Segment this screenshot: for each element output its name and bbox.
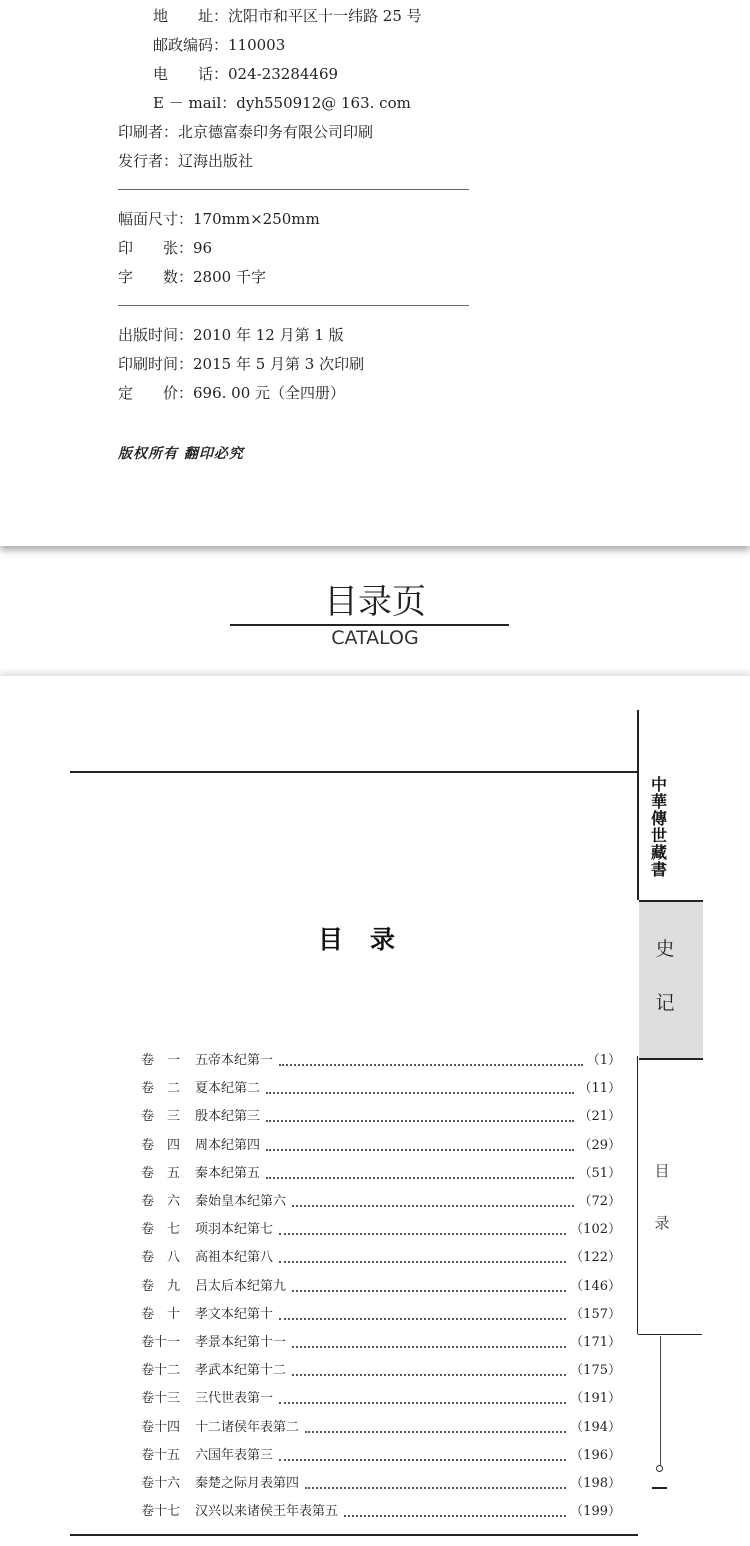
publisher-line: 发行者：辽海出版社	[118, 152, 254, 170]
format-line: 幅面尺寸：170mm×250mm	[118, 210, 320, 228]
toc-entry	[141, 1220, 621, 1240]
toc-heading: 目录	[318, 925, 423, 954]
side-rule	[637, 1056, 638, 1334]
toc-leader	[292, 1374, 566, 1376]
toc-leader	[305, 1487, 566, 1489]
toc-entry	[141, 1248, 621, 1268]
toc-volume: 卷十六	[141, 1476, 181, 1491]
toc-volume: 卷 五	[141, 1165, 181, 1181]
toc-leader	[292, 1205, 574, 1207]
toc-volume: 卷 七	[141, 1222, 181, 1238]
toc-leader	[279, 1318, 566, 1320]
toc-page-number: （191）	[570, 1391, 621, 1407]
toc-page-number: （157）	[570, 1306, 621, 1322]
section-char: 目	[654, 1162, 670, 1180]
toc-volume: 卷十四	[141, 1419, 181, 1435]
toc-leader	[279, 1459, 566, 1461]
toc-title: 三代世表第一	[195, 1391, 274, 1407]
toc-leader	[279, 1402, 566, 1404]
toc-entry	[141, 1192, 621, 1212]
catalog-subtitle: CATALOG	[331, 627, 419, 649]
toc-title: 秦楚之际月表第四	[195, 1476, 300, 1491]
toc-title: 项羽本纪第七	[195, 1222, 274, 1238]
toc-page	[0, 676, 750, 1546]
section-char: 录	[654, 1214, 670, 1232]
series-title	[646, 776, 672, 878]
toc-volume: 卷 十	[141, 1306, 181, 1322]
series-char: 書	[650, 860, 667, 879]
catalog-underline	[230, 624, 509, 626]
toc-title: 孝武本纪第十二	[195, 1363, 287, 1379]
toc-title: 吕太后本纪第九	[195, 1278, 287, 1294]
toc-title: 秦始皇本纪第六	[195, 1194, 287, 1209]
toc-page-number: （175）	[570, 1363, 621, 1379]
divider	[118, 189, 469, 190]
circle-ornament	[656, 1465, 663, 1472]
toc-leader	[266, 1177, 574, 1179]
postcode-line: 邮政编码：110003	[153, 36, 286, 54]
toc-volume: 卷 二	[141, 1081, 181, 1097]
toc-entry	[141, 1474, 621, 1494]
toc-title: 十二诸侯年表第二	[195, 1419, 300, 1435]
book-char: 史	[655, 938, 675, 960]
toc-entry	[141, 1333, 621, 1353]
toc-page-number: （11）	[578, 1081, 621, 1097]
sheets-line: 印 张：96	[118, 239, 213, 257]
toc-page-number: （198）	[570, 1476, 621, 1491]
copyright-page	[0, 0, 750, 546]
rights-notice: 版权所有 翻印必究	[118, 446, 244, 462]
toc-title: 夏本纪第二	[195, 1081, 261, 1097]
bottom-rule	[70, 1534, 638, 1536]
dash-ornament	[652, 1487, 667, 1489]
book-title-tab	[639, 900, 703, 1060]
side-rule	[660, 1336, 661, 1466]
book-char: 记	[655, 992, 675, 1014]
address-line: 地 址：沈阳市和平区十一纬路 25 号	[153, 7, 422, 25]
printer-line: 印刷者：北京德富泰印务有限公司印刷	[118, 123, 374, 141]
publish-time-line: 出版时间：2010 年 12 月第 1 版	[118, 326, 344, 344]
divider	[118, 305, 469, 306]
toc-volume: 卷 四	[141, 1137, 181, 1153]
toc-leader	[292, 1346, 566, 1348]
toc-title: 汉兴以来诸侯王年表第五	[195, 1504, 339, 1520]
toc-title: 孝景本纪第十一	[195, 1335, 287, 1350]
side-rule	[637, 710, 639, 900]
series-char: 藏	[650, 843, 667, 862]
series-char: 華	[650, 792, 667, 811]
series-char: 世	[650, 826, 667, 845]
toc-title: 高祖本纪第八	[195, 1250, 274, 1266]
side-rule	[638, 1334, 702, 1335]
toc-page-number: （194）	[570, 1419, 621, 1435]
word-count-line: 字 数：2800 千字	[118, 268, 266, 286]
toc-volume: 卷十一	[141, 1335, 181, 1350]
toc-page-number: （146）	[570, 1278, 621, 1294]
toc-volume: 卷十五	[141, 1447, 181, 1463]
toc-leader	[279, 1261, 566, 1263]
toc-volume: 卷十二	[141, 1363, 181, 1379]
toc-title: 周本纪第四	[195, 1137, 261, 1153]
toc-entry	[141, 1389, 621, 1409]
phone-line: 电 话：024-23284469	[153, 65, 339, 83]
toc-volume: 卷 六	[141, 1194, 181, 1209]
toc-entry	[141, 1079, 621, 1099]
toc-volume: 卷 三	[141, 1109, 181, 1125]
toc-leader	[279, 1233, 566, 1235]
toc-volume: 卷 八	[141, 1250, 181, 1266]
toc-title: 六国年表第三	[195, 1447, 274, 1463]
toc-title: 殷本纪第三	[195, 1109, 261, 1125]
toc-title: 秦本纪第五	[195, 1165, 261, 1181]
toc-entry	[141, 1502, 621, 1522]
toc-title: 五帝本纪第一	[195, 1053, 274, 1068]
toc-page-number: （171）	[570, 1335, 621, 1350]
toc-leader	[279, 1064, 583, 1066]
toc-volume: 卷 九	[141, 1278, 181, 1294]
toc-page-number: （199）	[570, 1504, 621, 1520]
toc-volume: 卷 一	[141, 1053, 181, 1068]
top-rule	[70, 771, 638, 773]
toc-leader	[266, 1092, 574, 1094]
series-char: 傳	[650, 809, 667, 828]
toc-page-number: （122）	[570, 1250, 621, 1266]
toc-leader	[344, 1515, 566, 1517]
catalog-heading	[0, 580, 750, 660]
toc-entry	[141, 1164, 621, 1184]
toc-title: 孝文本纪第十	[195, 1306, 274, 1322]
toc-page-number: （72）	[578, 1194, 621, 1209]
toc-leader	[305, 1431, 566, 1433]
toc-leader	[266, 1149, 574, 1151]
price-line: 定 价：696. 00 元（全四册）	[118, 384, 346, 402]
toc-entry	[141, 1107, 621, 1127]
toc-entry	[141, 1136, 621, 1156]
toc-entry	[141, 1446, 621, 1466]
toc-volume: 卷十七	[141, 1504, 181, 1520]
toc-page-number: （1）	[586, 1053, 621, 1068]
toc-page-number: （196）	[570, 1447, 621, 1463]
toc-page-number: （102）	[570, 1222, 621, 1238]
toc-page-number: （29）	[578, 1137, 621, 1153]
toc-page-number: （51）	[578, 1165, 621, 1181]
toc-leader	[292, 1290, 566, 1292]
toc-volume: 卷十三	[141, 1391, 181, 1407]
toc-entry	[141, 1051, 621, 1071]
toc-entry	[141, 1305, 621, 1325]
catalog-title: 目录页	[324, 582, 426, 622]
toc-entry	[141, 1277, 621, 1297]
toc-leader	[266, 1120, 574, 1122]
email-line: E － mail：dyh550912@ 163. com	[153, 94, 411, 112]
toc-entry	[141, 1361, 621, 1381]
toc-entry	[141, 1418, 621, 1438]
toc-page-number: （21）	[578, 1109, 621, 1125]
series-char: 中	[650, 775, 667, 794]
print-time-line: 印刷时间：2015 年 5 月第 3 次印刷	[118, 355, 365, 373]
